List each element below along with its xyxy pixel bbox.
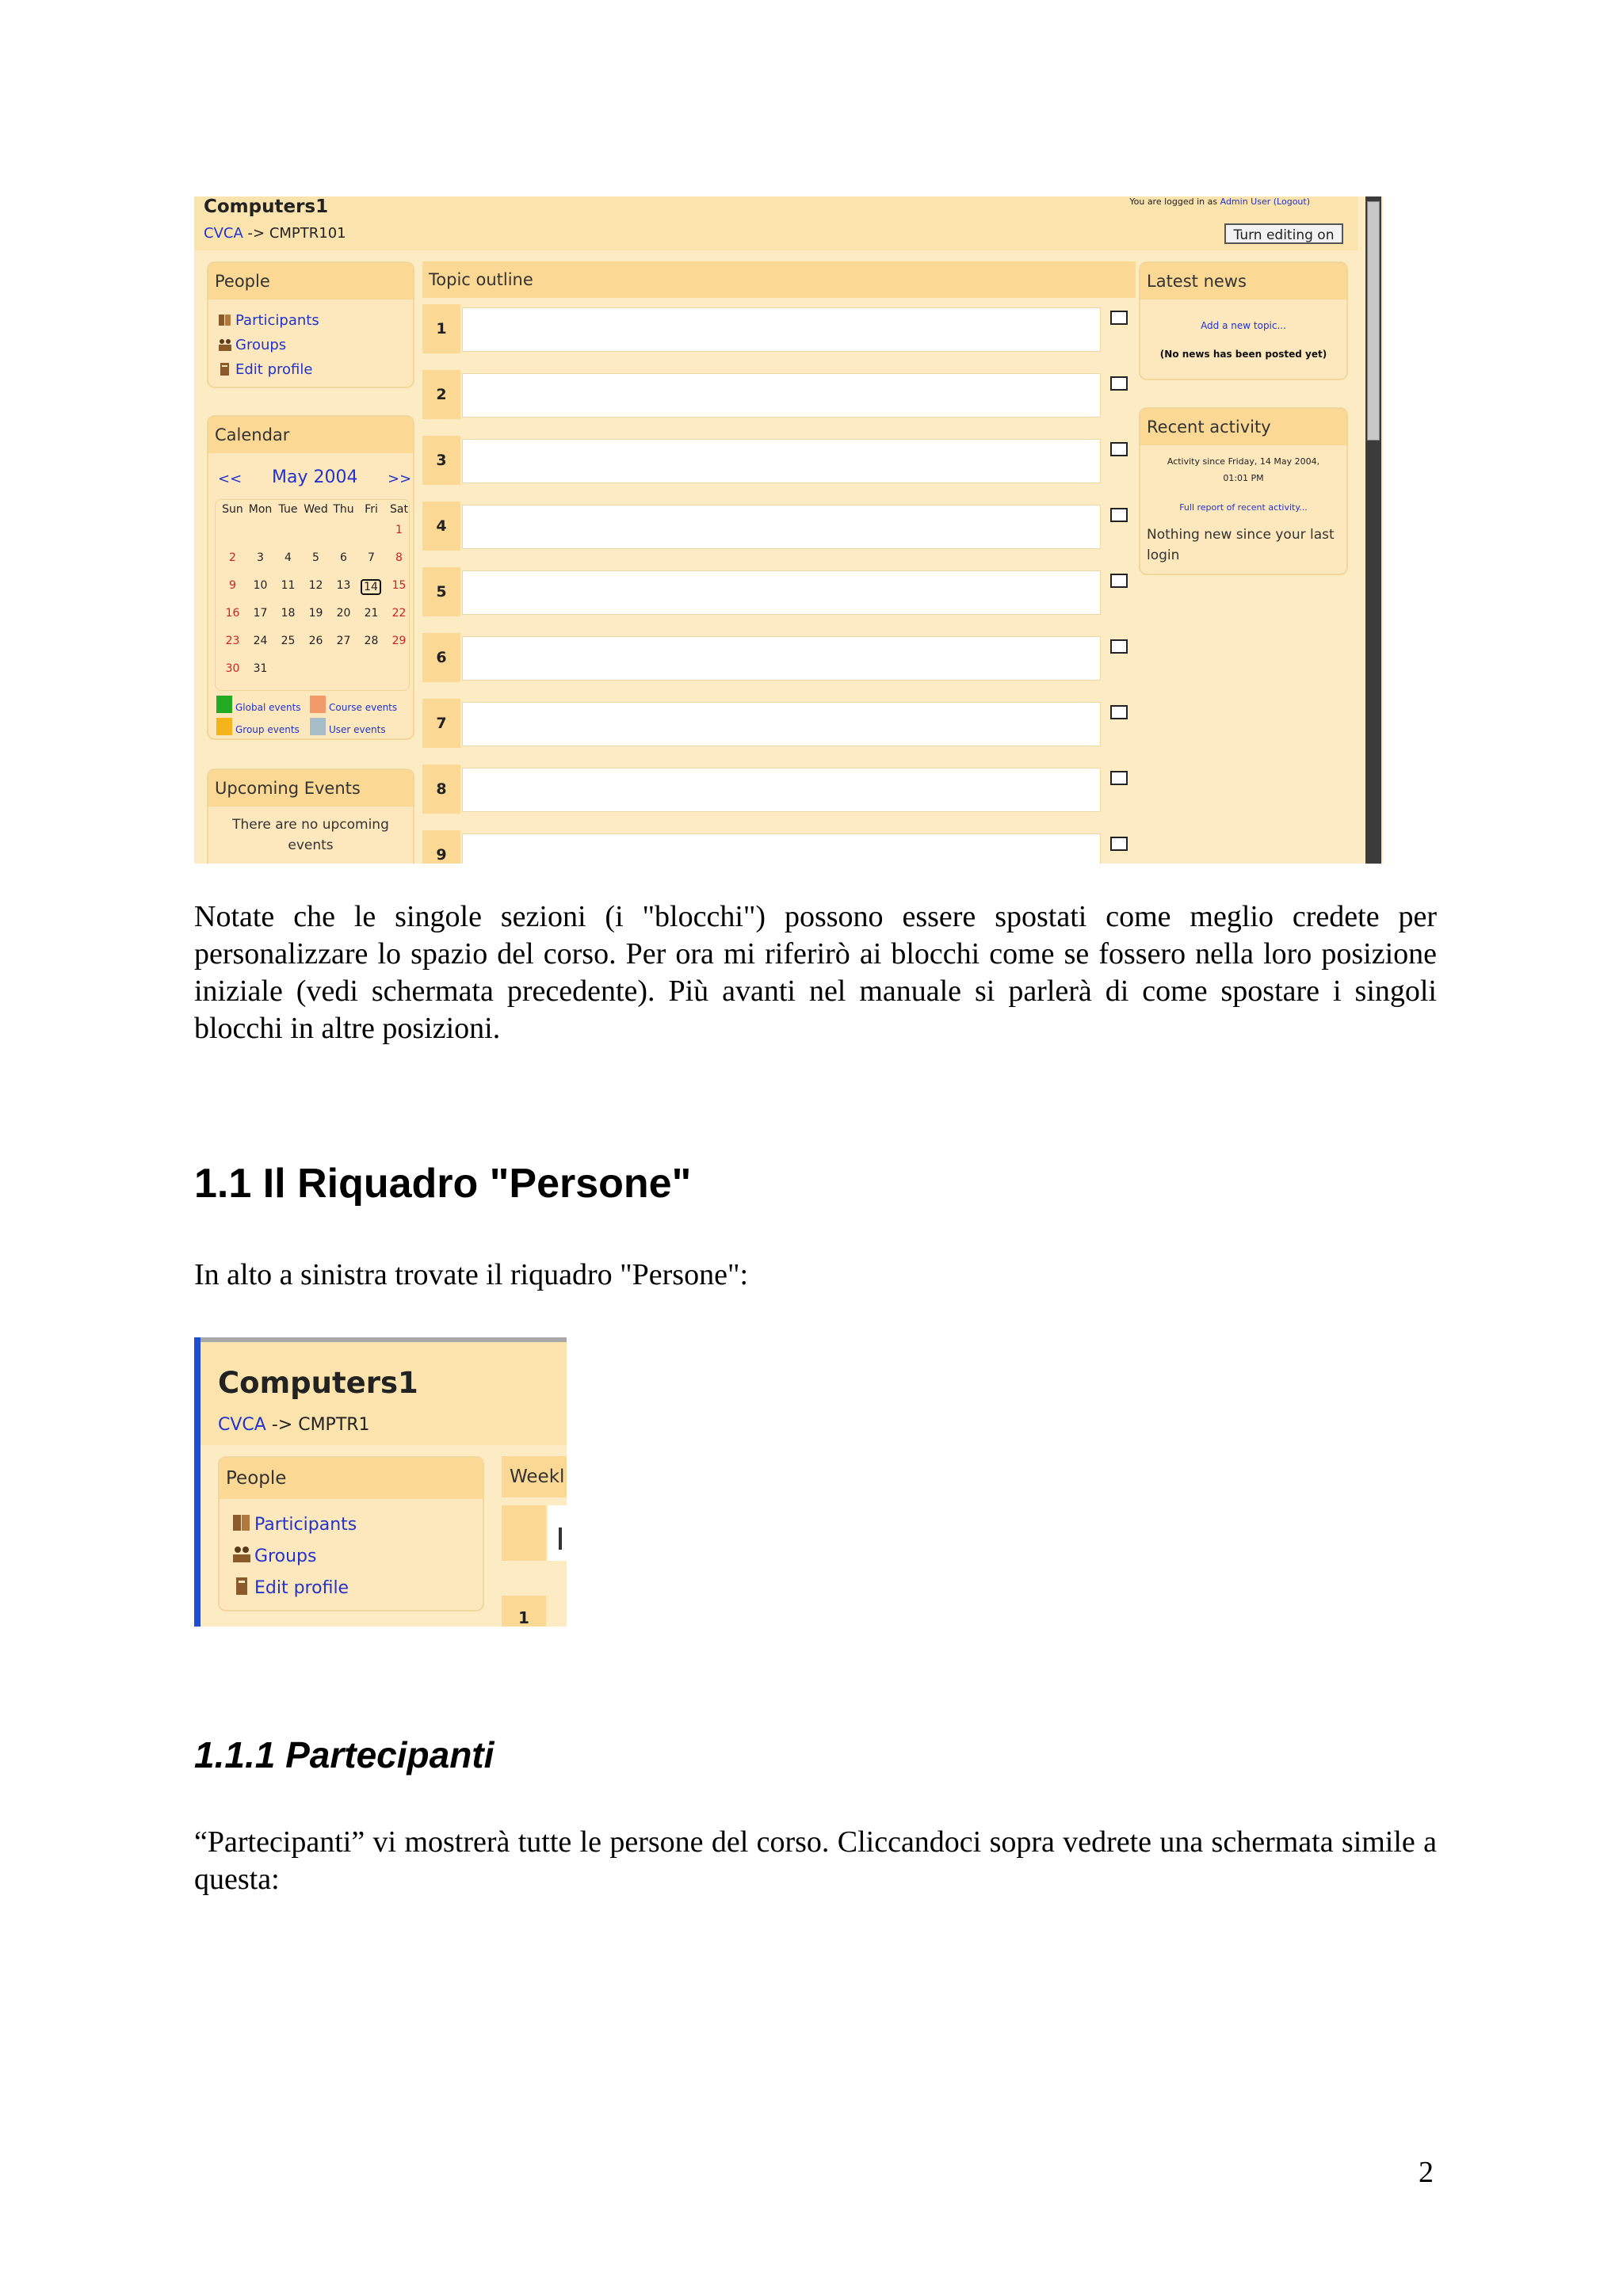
topic-outline-title: Topic outline <box>422 261 1136 298</box>
upcoming-line: There are no upcoming <box>232 817 389 833</box>
calendar-day[interactable]: 2 <box>229 551 236 564</box>
no-news-text: (No news has been posted yet) <box>1159 349 1327 360</box>
add-new-topic-link[interactable]: Add a new topic... <box>1201 320 1286 331</box>
recent-activity-block <box>1139 407 1348 575</box>
login-user-link[interactable]: Admin User <box>1220 196 1271 207</box>
course-title: Computers1 <box>204 196 329 217</box>
weekly-outline-title: Weekl <box>502 1456 567 1497</box>
calendar-prev-link[interactable]: << <box>218 471 242 487</box>
nothing-new-line: Nothing new since your last <box>1147 527 1335 543</box>
window-edge <box>194 1337 200 1627</box>
topic-row <box>422 436 1136 485</box>
topic-highlight-checkbox[interactable] <box>1110 442 1128 456</box>
course-header <box>194 196 1358 250</box>
calendar-weekday: Sun <box>222 503 243 516</box>
upcoming-line: events <box>288 837 334 853</box>
calendar-day[interactable]: 28 <box>364 635 379 647</box>
topic-row <box>422 567 1136 616</box>
calendar-day[interactable]: 10 <box>253 579 268 592</box>
participants-label: Participants <box>235 312 319 329</box>
global-events-swatch <box>216 696 232 713</box>
calendar-day[interactable]: 12 <box>308 579 323 592</box>
scrollbar-thumb[interactable] <box>1367 201 1380 441</box>
topic-number: 9 <box>422 830 460 864</box>
topic-row <box>422 304 1136 353</box>
calendar-day[interactable]: 24 <box>253 635 268 647</box>
calendar-day[interactable]: 4 <box>285 551 292 564</box>
page-number: 2 <box>1419 2156 1434 2189</box>
edit-profile-icon <box>218 362 232 376</box>
breadcrumb-separator: -> <box>271 1415 293 1435</box>
calendar-next-link[interactable]: >> <box>388 471 412 487</box>
calendar-weekday: Mon <box>248 503 273 516</box>
people-title-zoom: People <box>220 1458 483 1499</box>
topic-number: 6 <box>422 633 460 682</box>
topic-content-area <box>462 636 1101 681</box>
breadcrumb-home-link[interactable]: CVCA <box>204 225 243 242</box>
groups-link[interactable] <box>232 1545 316 1566</box>
paragraph-blocks-note: Notate che le singole sezioni (i "blocchi") possono essere spostati come meglio credete per personalizzare lo spazio del corso. Per ora mi riferirò ai blocchi come se fossero nella loro posizione iniziale (vedi schermata precedente). Più avanti nel manuale si parlerà di come spostare i singoli blocchi in altre posizioni. <box>194 900 1437 1045</box>
legend-label: Global events <box>235 702 301 713</box>
topic-highlight-checkbox[interactable] <box>1110 311 1128 325</box>
activity-since-text <box>1140 453 1346 486</box>
topic-number: 7 <box>422 699 460 748</box>
calendar-weekday: Sat <box>390 503 408 516</box>
calendar-day[interactable]: 13 <box>336 579 351 592</box>
breadcrumb-zoom <box>218 1415 370 1435</box>
upcoming-events-block <box>207 769 414 864</box>
course-events-swatch <box>310 696 326 713</box>
calendar-month-link[interactable]: May 2004 <box>272 467 358 487</box>
calendar-weekday-row <box>216 503 409 519</box>
course-title-zoom: Computers1 <box>218 1366 418 1400</box>
calendar-day[interactable]: 20 <box>336 607 351 620</box>
people-block-zoom <box>218 1456 484 1611</box>
screenshot-moodle-course <box>194 196 1383 864</box>
topic-content-area <box>462 439 1101 483</box>
subsection-heading-partecipanti: 1.1.1 Partecipanti <box>194 1734 495 1775</box>
vertical-scrollbar[interactable] <box>1365 196 1381 864</box>
people-block <box>207 261 414 388</box>
calendar-today[interactable]: 14 <box>361 579 381 595</box>
topic-number: 3 <box>422 436 460 485</box>
participants-icon <box>218 313 232 327</box>
groups-label: Groups <box>235 337 287 353</box>
recent-activity-title: Recent activity <box>1140 409 1346 445</box>
paragraph-persone-intro: In alto a sinistra trovate il riquadro "Persone": <box>194 1258 749 1291</box>
calendar-day[interactable]: 19 <box>308 607 323 620</box>
latest-news-title: Latest news <box>1140 263 1346 299</box>
upcoming-events-text <box>208 814 413 856</box>
calendar-days <box>216 524 409 690</box>
groups-icon <box>218 338 232 352</box>
topic-number: 1 <box>422 304 460 353</box>
topic-row <box>422 830 1136 864</box>
activity-since-line: Activity since Friday, 14 May 2004, <box>1167 456 1320 467</box>
groups-link[interactable] <box>218 337 286 353</box>
topic-content-area <box>462 307 1101 352</box>
edit-profile-link[interactable] <box>232 1577 349 1598</box>
groups-label: Groups <box>254 1547 317 1566</box>
section-heading-persone: 1.1 Il Riquadro "Persone" <box>194 1161 692 1207</box>
calendar-day[interactable]: 25 <box>281 635 296 647</box>
logout-link[interactable]: (Logout) <box>1273 196 1310 207</box>
calendar-day[interactable]: 29 <box>391 635 407 647</box>
login-prefix: You are logged in as <box>1129 196 1218 207</box>
calendar-day[interactable]: 21 <box>364 607 379 620</box>
calendar-day[interactable]: 7 <box>368 551 375 564</box>
calendar-day[interactable]: 18 <box>281 607 296 620</box>
login-info <box>1129 196 1310 207</box>
legend-label: User events <box>329 724 386 735</box>
edit-profile-icon <box>232 1577 251 1596</box>
calendar-day[interactable]: 5 <box>312 551 319 564</box>
topic-row <box>422 699 1136 748</box>
topic-row <box>422 765 1136 814</box>
topic-highlight-checkbox[interactable] <box>1110 376 1128 391</box>
calendar-day[interactable]: 6 <box>340 551 347 564</box>
legend-label: Course events <box>329 702 398 713</box>
calendar-weekday: Tue <box>278 503 298 516</box>
participants-link[interactable] <box>218 312 319 329</box>
calendar-grid <box>215 499 410 691</box>
calendar-day[interactable]: 17 <box>253 607 268 620</box>
topic-content-area <box>462 570 1101 615</box>
calendar-day[interactable]: 3 <box>257 551 264 564</box>
legend-label: Group events <box>235 724 300 735</box>
topic-highlight-checkbox[interactable] <box>1110 574 1128 588</box>
calendar-legend <box>216 696 414 740</box>
calendar-day[interactable]: 30 <box>225 662 240 675</box>
screenshot-people-block <box>194 1337 567 1627</box>
topic-row <box>422 502 1136 551</box>
legend-global-events[interactable] <box>216 696 301 713</box>
breadcrumb-course: CMPTR1 <box>298 1415 370 1435</box>
weekly-row-number: 1 <box>502 1596 546 1627</box>
calendar-day[interactable]: 23 <box>225 635 240 647</box>
edit-profile-link[interactable] <box>218 361 312 378</box>
participants-icon <box>232 1513 251 1532</box>
topic-row <box>422 633 1136 682</box>
topic-highlight-checkbox[interactable] <box>1110 705 1128 719</box>
group-events-swatch <box>216 718 232 735</box>
calendar-day[interactable]: 27 <box>336 635 351 647</box>
topic-highlight-checkbox[interactable] <box>1110 508 1128 522</box>
topic-content-area <box>462 833 1101 864</box>
topic-row <box>422 370 1136 419</box>
groups-icon <box>232 1545 251 1564</box>
calendar-block <box>207 415 414 740</box>
latest-news-block <box>1139 261 1348 380</box>
turn-editing-on-button[interactable]: Turn editing on <box>1224 223 1343 244</box>
edit-profile-label: Edit profile <box>254 1578 349 1598</box>
activity-since-line: 01:01 PM <box>1223 473 1264 483</box>
topic-highlight-checkbox[interactable] <box>1110 837 1128 851</box>
weekly-row-spacer <box>502 1505 546 1561</box>
participants-label: Participants <box>254 1515 357 1535</box>
legend-user-events[interactable] <box>310 718 386 735</box>
breadcrumb-course: CMPTR101 <box>269 225 346 242</box>
calendar-day[interactable]: 16 <box>225 607 240 620</box>
topic-content-area <box>462 505 1101 549</box>
user-events-swatch <box>310 718 326 735</box>
topic-number: 2 <box>422 370 460 419</box>
calendar-weekday: Thu <box>333 503 354 516</box>
topic-highlight-checkbox[interactable] <box>1110 771 1128 785</box>
breadcrumb-home-link[interactable]: CVCA <box>218 1415 266 1435</box>
calendar-day[interactable]: 11 <box>281 579 296 592</box>
legend-group-events[interactable] <box>216 718 300 735</box>
breadcrumb <box>204 225 346 242</box>
checkbox-edge <box>559 1527 562 1550</box>
topic-content-area <box>462 768 1101 812</box>
calendar-day[interactable]: 22 <box>391 607 407 620</box>
paragraph-partecipanti: “Partecipanti” vi mostrerà tutte le persone del corso. Cliccandoci sopra vedrete una schermata simile a questa: <box>194 1825 1437 1896</box>
legend-course-events[interactable] <box>310 696 397 713</box>
calendar-day[interactable]: 1 <box>395 524 403 536</box>
calendar-day[interactable]: 9 <box>229 579 236 592</box>
nothing-new-line: login <box>1147 547 1180 563</box>
nothing-new-text <box>1147 524 1345 566</box>
weekly-row-box <box>548 1505 567 1561</box>
topic-highlight-checkbox[interactable] <box>1110 639 1128 654</box>
edit-profile-label: Edit profile <box>235 361 313 378</box>
calendar-weekday: Wed <box>304 503 328 516</box>
calendar-day[interactable]: 31 <box>253 662 268 675</box>
full-report-link[interactable]: Full report of recent activity... <box>1179 502 1308 513</box>
calendar-weekday: Fri <box>365 503 378 516</box>
topic-number: 5 <box>422 567 460 616</box>
topic-content-area <box>462 702 1101 746</box>
upcoming-events-title: Upcoming Events <box>208 770 413 807</box>
calendar-day[interactable]: 26 <box>308 635 323 647</box>
breadcrumb-separator: -> <box>247 225 265 242</box>
topic-number: 8 <box>422 765 460 814</box>
topic-number: 4 <box>422 502 460 551</box>
participants-link[interactable] <box>232 1513 357 1535</box>
calendar-day[interactable]: 8 <box>395 551 403 564</box>
calendar-day[interactable]: 15 <box>391 579 407 592</box>
calendar-block-title: Calendar <box>208 417 413 453</box>
people-block-title: People <box>208 263 413 299</box>
course-header-zoom <box>200 1342 567 1445</box>
topic-content-area <box>462 373 1101 418</box>
